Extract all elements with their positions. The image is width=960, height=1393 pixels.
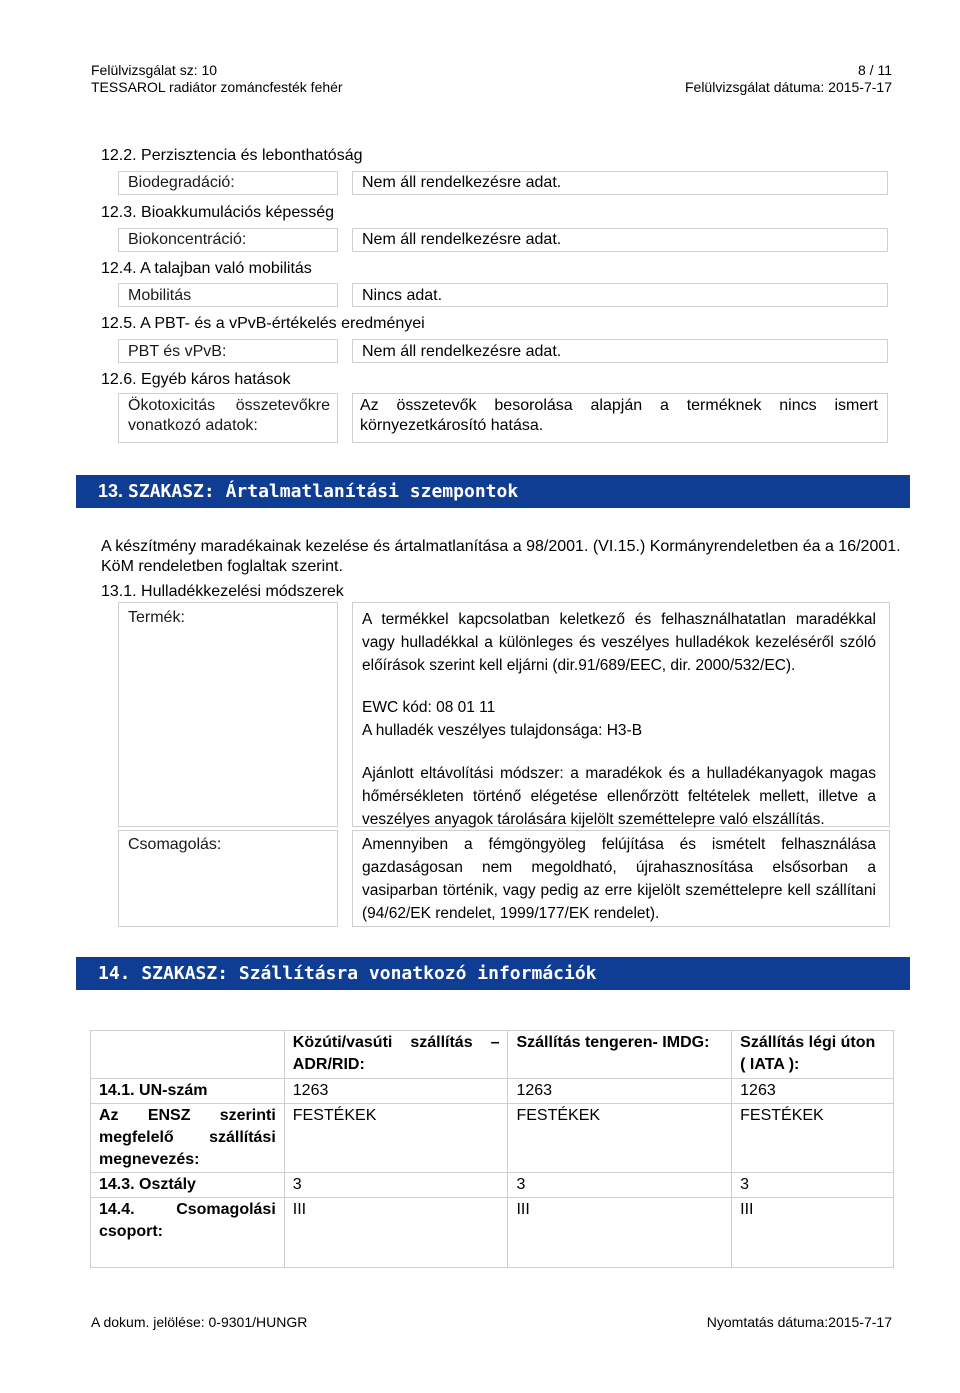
table-row (91, 1104, 894, 1173)
table-header-cell: Szállítás légi úton ( IATA ): (732, 1031, 894, 1079)
pbt-value: Nem áll rendelkezésre adat. (362, 343, 562, 360)
product-name: TESSAROL radiátor zománcfesték fehér (91, 79, 343, 95)
ewc-code: EWC kód: 08 01 11 (362, 699, 496, 716)
pbt-label: PBT és vPvB: (128, 343, 227, 360)
section-12-3-title: 12.3. Bioakkumulációs képesség (101, 204, 335, 221)
table-header-row (91, 1031, 894, 1079)
row-label: Az ENSZ szerinti megfelelő szállítási megnevezés: (91, 1104, 285, 1173)
table-cell: FESTÉKEK (732, 1104, 894, 1173)
row-label: 14.3. Osztály (91, 1173, 285, 1198)
table-header-cell: Közúti/vasúti szállítás – ADR/RID: (284, 1031, 508, 1079)
table-cell: III (508, 1198, 732, 1268)
section-14-title: 14. SZAKASZ: Szállításra vonatkozó információk (98, 963, 597, 984)
section-12-5-title: 12.5. A PBT- és a vPvB-értékelés eredményei (101, 315, 425, 332)
waste-hazard-property: A hulladék veszélyes tulajdonsága: H3-B (362, 722, 643, 739)
table-cell: 3 (732, 1173, 894, 1198)
mobility-label: Mobilitás (128, 287, 192, 304)
product-label: Termék: (128, 609, 185, 626)
table-cell: III (284, 1198, 508, 1268)
table-row (91, 1173, 894, 1198)
ecotoxicity-label: Ökotoxicitás összetevőkre vonatkozó adatok: (128, 397, 330, 434)
section-13-banner (76, 475, 910, 508)
table-cell: 1263 (732, 1079, 894, 1104)
section-12-2-title: 12.2. Perzisztencia és lebonthatóság (101, 147, 363, 164)
product-text-1: A termékkel kapcsolatban keletkező és felhasználhatatlan maradékkal vagy hulladékkal a különleges és veszélyes hulladékok kezeléséről szóló előírások szerint kell eljárni (dir.91/689/EEC, dir. 2000/532/EC). (362, 611, 876, 674)
row-label: 14.4. Csomagolási csoport: (91, 1198, 285, 1268)
table-row (91, 1198, 894, 1268)
product-text-2: Ajánlott eltávolítási módszer: a maradékok és a hulladékanyagok magas hőmérsékleten történő elégetése ellenőrzött feltételek mellett, illetve a veszélyes anyagok tárolására kijelölt szeméttelepre való elszállítás. (362, 765, 876, 828)
table-header-cell: Szállítás tengeren- IMDG: (508, 1031, 732, 1079)
table-cell: III (732, 1198, 894, 1268)
section-13-intro: A készítmény maradékainak kezelése és ártalmatlanítása a 98/2001. (VI.15.) Kormányrendeletben éa a 16/2001. KöM rendeletben foglaltak szerint. (101, 538, 901, 575)
row-label: 14.1. UN-szám (91, 1079, 285, 1104)
biodegradation-label: Biodegradáció: (128, 174, 235, 191)
print-date: Nyomtatás dátuma:2015-7-17 (706, 1314, 892, 1330)
table-cell: 3 (284, 1173, 508, 1198)
packaging-text: Amennyiben a fémgöngyöleg felújítása és ismételt felhasználása gazdaságosan nem megoldható, újrahasznosítása elsősorban a vasiparban történik, vagy pedig az erre kijelölt szeméttelepre kell szállítani (94/62/EK rendelet, 1999/177/EK rendelet). (362, 836, 876, 922)
bioconcentration-value: Nem áll rendelkezésre adat. (362, 231, 562, 248)
page-number: 8 / 11 (858, 62, 892, 78)
biodegradation-value: Nem áll rendelkezésre adat. (362, 174, 562, 191)
packaging-label: Csomagolás: (128, 836, 222, 853)
section-14-banner (76, 957, 910, 990)
ecotoxicity-value: Az összetevők besorolása alapján a terméknek nincs ismert környezetkárosító hatása. (360, 397, 878, 434)
table-cell: FESTÉKEK (284, 1104, 508, 1173)
transport-table (90, 1030, 894, 1268)
table-cell: FESTÉKEK (508, 1104, 732, 1173)
table-row (91, 1079, 894, 1104)
section-13-number: 13. (98, 481, 129, 501)
table-header-cell (91, 1031, 285, 1079)
document-id: A dokum. jelölése: 0-9301/HUNGR (91, 1314, 308, 1330)
review-date: Felülvizsgálat dátuma: 2015-7-17 (684, 79, 892, 95)
section-13-1-title: 13.1. Hulladékkezelési módszerek (101, 583, 344, 600)
bioconcentration-label: Biokoncentráció: (128, 231, 247, 248)
section-13-title: SZAKASZ: Ártalmatlanítási szempontok (128, 481, 519, 502)
table-cell: 1263 (284, 1079, 508, 1104)
section-12-6-title: 12.6. Egyéb káros hatások (101, 371, 291, 388)
table-cell: 3 (508, 1173, 732, 1198)
mobility-value: Nincs adat. (362, 287, 443, 304)
table-cell: 1263 (508, 1079, 732, 1104)
revision-number: Felülvizsgálat sz: 10 (91, 62, 218, 78)
section-12-4-title: 12.4. A talajban való mobilitás (101, 260, 312, 277)
